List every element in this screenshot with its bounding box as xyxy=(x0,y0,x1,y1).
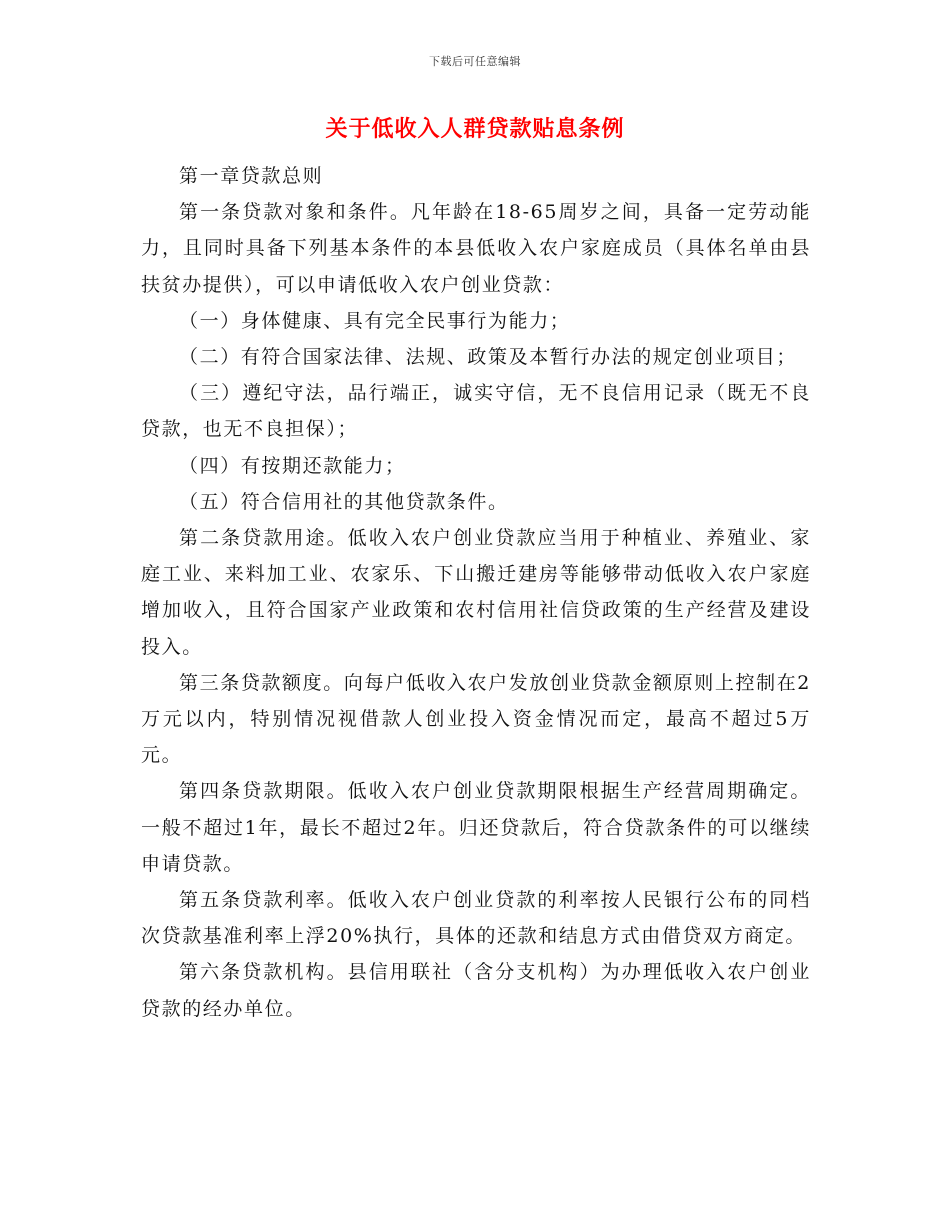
paragraph-condition-2: （二）有符合国家法律、法规、政策及本暂行办法的规定创业项目； xyxy=(179,346,798,369)
paragraph-article-2: 第二条贷款用途。低收入农户创业贷款应当用于种植业、养殖业、家庭工业、来料加工业、农家乐、下山搬迁建房等能够带动低收入农户家庭增加收入，且符合国家产业政策和农村信用社信贷政策的生产经营及建设投入。 xyxy=(141,527,811,658)
document-body xyxy=(141,158,811,1027)
paragraph-condition-5: （五）符合信用社的其他贷款条件。 xyxy=(179,490,509,513)
paragraph-article-6: 第六条贷款机构。县信用联社（含分支机构）为办理低收入农户创业贷款的经办单位。 xyxy=(141,961,811,1020)
paragraph-chapter-heading: 第一章贷款总则 xyxy=(179,165,324,187)
paragraph-article-3: 第三条贷款额度。向每户低收入农户发放创业贷款金额原则上控制在2万元以内，特别情况视借款人创业投入资金情况而定，最高不超过5万元。 xyxy=(141,671,811,767)
paragraph-article-5: 第五条贷款利率。低收入农户创业贷款的利率按人民银行公布的同档次贷款基准利率上浮20%执行，具体的还款和结息方式由借贷双方商定。 xyxy=(141,889,811,948)
paragraph-condition-3: （三）遵纪守法，品行端正，诚实守信，无不良信用记录（既无不良贷款，也无不良担保）； xyxy=(141,382,811,441)
paragraph-condition-1: （一）身体健康、具有完全民事行为能力； xyxy=(179,309,571,332)
paragraph-article-4: 第四条贷款期限。低收入农户创业贷款期限根据生产经营周期确定。一般不超过1年，最长不超过2年。归还贷款后，符合贷款条件的可以继续申请贷款。 xyxy=(141,780,811,875)
document-title: 关于低收入人群贷款贴息条例 xyxy=(325,116,625,142)
paragraph-article-1: 第一条贷款对象和条件。凡年龄在18-65周岁之间，具备一定劳动能力，且同时具备下列基本条件的本县低收入农户家庭成员（具体名单由县扶贫办提供），可以申请低收入农户创业贷款： xyxy=(141,201,811,296)
header-note: 下载后可任意编辑 xyxy=(429,55,521,68)
paragraph-condition-4: （四）有按期还款能力； xyxy=(179,454,406,477)
